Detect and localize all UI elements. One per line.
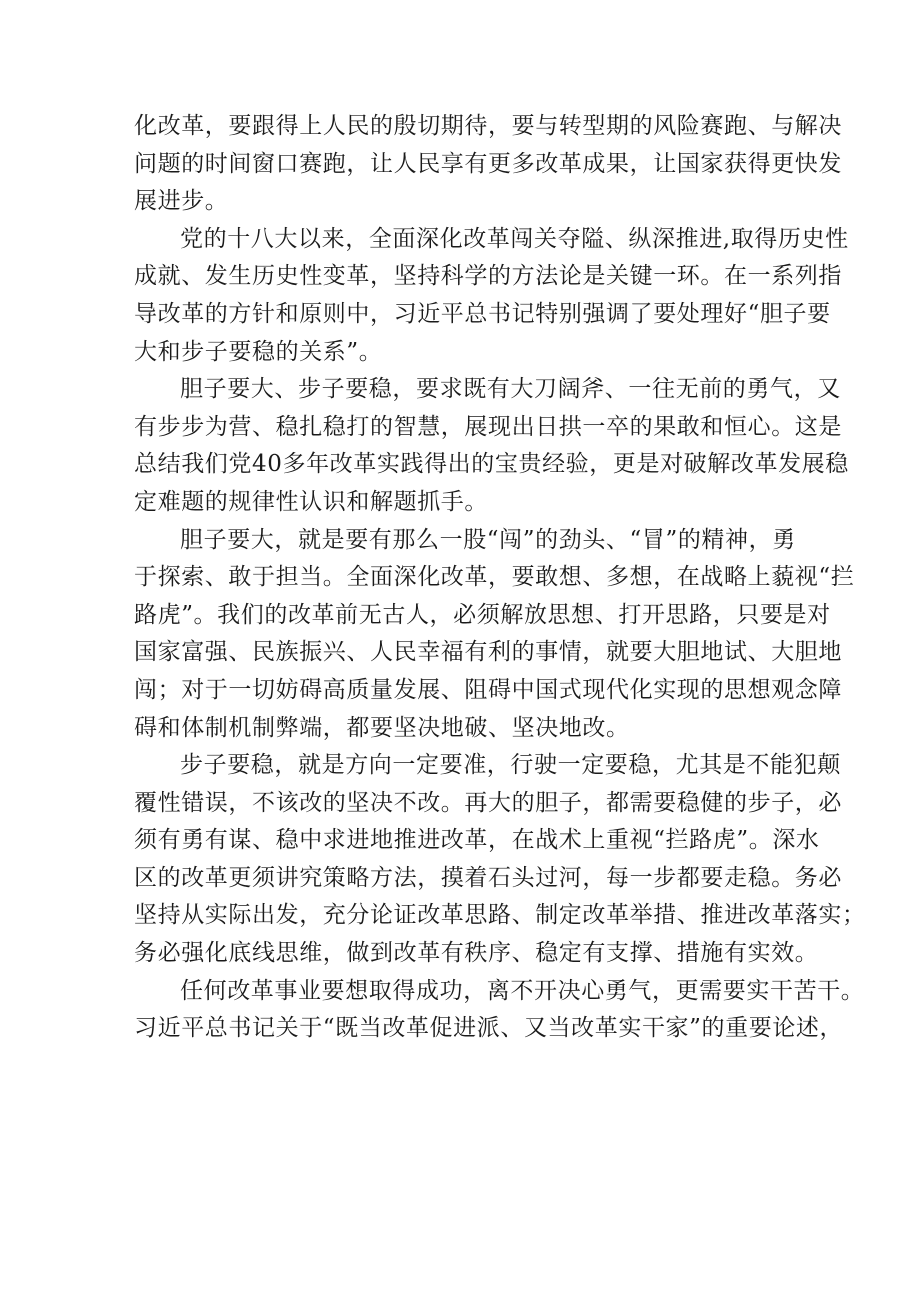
- text-line: 须有勇有谋、稳中求进地推进改革，在战术上重视“拦路虎”。深水: [134, 827, 820, 854]
- document-body: [134, 108, 866, 1048]
- text-line: 务必强化底线思维，做到改革有秩序、稳定有支撑、措施有实效。: [134, 940, 819, 967]
- text-line: 习近平总书记关于“既当改革促进派、又当改革实干家”的重要论述，: [134, 1015, 844, 1042]
- text-line: 党的十八大以来，全面深化改革闯关夺隘、纵深推进,取得历史性: [180, 225, 849, 252]
- text-line: 有步步为营、稳扎稳打的智慧，展现出日拱一卒的果敢和恒心。这是: [134, 413, 842, 440]
- text-line: 定难题的规律性认识和解题抓手。: [134, 488, 488, 515]
- text-line: 国家富强、民族振兴、人民幸福有利的事情，就要大胆地试、大胆地: [134, 639, 842, 666]
- text-line: 步子要稳，就是方向一定要准，行驶一定要稳，尤其是不能犯颠: [180, 752, 841, 779]
- text-line: 展进步。: [134, 188, 229, 215]
- paragraph-6: [134, 973, 865, 1048]
- text-line: 大和步子要稳的关系”。: [134, 338, 383, 365]
- text-line: 导改革的方针和原则中，习近平总书记特别强调了要处理好“胆子要: [134, 300, 831, 327]
- paragraph-4: [134, 522, 855, 748]
- text-line: 闯；对于一切妨碍高质量发展、阻碍中国式现代化实现的思想观念障: [134, 676, 842, 703]
- text-line: 胆子要大、步子要稳，要求既有大刀阔斧、一往无前的勇气，又: [180, 376, 841, 403]
- text-line: 路虎”。我们的改革前无古人，必须解放思想、打开思路，只要是对: [134, 601, 831, 628]
- paragraph-5: [134, 747, 866, 973]
- text-line: 问题的时间窗口赛跑，让人民享有更多改革成果，让国家获得更快发: [134, 150, 842, 177]
- text-line: 总结我们党40多年改革实践得出的宝贵经验，更是对破解改革发展稳: [134, 451, 849, 478]
- paragraph-2: [134, 221, 849, 371]
- text-line: 覆性错误，不该改的坚决不改。再大的胆子，都需要稳健的步子，必: [134, 789, 842, 816]
- text-line: 碍和体制机制弊端，都要坚决地破、坚决地改。: [134, 714, 630, 741]
- text-line: 胆子要大，就是要有那么一股“闯”的劲头、“冒”的精神，勇: [180, 526, 796, 553]
- paragraph-3: [134, 371, 849, 521]
- text-line: 于探索、敢于担当。全面深化改革，要敢想、多想，在战略上藐视“拦: [134, 564, 855, 591]
- text-line: 坚持从实际出发，充分论证改革思路、制定改革举措、推进改革落实；: [134, 902, 866, 929]
- text-line: 区的改革更须讲究策略方法，摸着石头过河，每一步都要走稳。务必: [134, 864, 842, 891]
- text-line: 化改革，要跟得上人民的殷切期待，要与转型期的风险赛跑、与解决: [134, 113, 842, 139]
- text-line: 任何改革事业要想取得成功，离不开决心勇气，更需要实干苦干。: [180, 977, 865, 1004]
- paragraph-1: [134, 108, 842, 221]
- text-line: 成就、发生历史性变革，坚持科学的方法论是关键一环。在一系列指: [134, 263, 842, 290]
